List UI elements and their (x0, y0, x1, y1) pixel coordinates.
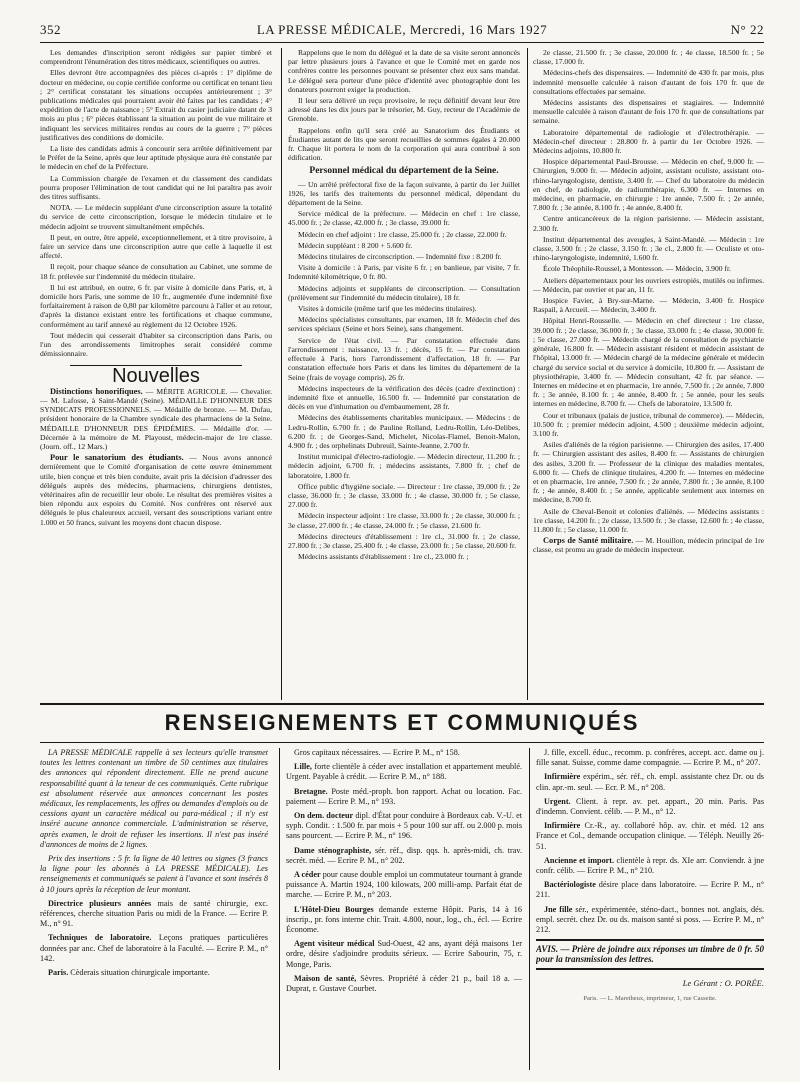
ad-lead: L'Hôtel-Dieu Bourges (294, 904, 374, 914)
classified-ad (286, 762, 522, 782)
paragraph: Cour et tribunaux (palais de justice, tribunal de commerce). — Médecin, 10.500 fr. ; premier médecin adjoint, 4.500 ; deuxième médecin adjoint, 3.100 fr. (533, 410, 764, 438)
classified-ad (536, 880, 764, 900)
journal-title: LA PRESSE MÉDICALE, Mercredi, 16 Mars 1927 (256, 22, 548, 37)
ad-text: pour cause double emploi un commutateur tournant à grande puissance A. Martin 1924, 100 kilowats, 200 milli-amp. Parfait état de marche. — Ecrire P. M., n° 203. (286, 870, 522, 900)
classified-ad (286, 870, 522, 901)
paragraph: Office public d'hygiène sociale. — Directeur : 1re classe, 39.000 fr. ; 2e classe, 36.000 fr. ; 3e classe, 33.000 fr. ; 4e classe, 30.000 fr. ; 5e classe, 27.000 fr. (288, 481, 520, 510)
ad-text: Client. à repr. av. pet. appart., 20 min. Paris. Pas d'indemn. Convient. célib. — P. M., n° 12. (536, 796, 764, 817)
column-rule (527, 48, 528, 700)
paragraph: Médecin suppléant : 8 200 + 5.600 fr. (298, 240, 413, 250)
ad-text: dipl. d'État pour conduire à Bordeaux cab. V.-U. et syph. Condit. : 1.500 fr. par mois + 5 pour 100 sur aff. ou 2.000 p. mois sans pourcent. — Ecrire P. M., n° 196. (286, 811, 522, 841)
paragraph: Asile de Cheval-Benoit et colonies d'aliénés. — Médecins assistants : 1re classe, 14.200 fr. ; 2e classe, 13.500 fr. ; 3e classe, 12.600 fr. ; 4e classe, 11.800 fr. ; 5e classe, 11.000 fr. (533, 506, 764, 534)
ad-text: Cèderais situation chirurgicale importante. (70, 968, 210, 978)
classified-ad (40, 968, 268, 978)
classifieds-column-1 (40, 748, 268, 1073)
distinctions-title: Distinctions honorifiques. (50, 386, 143, 396)
ad-lead: Ancienne et import. (544, 855, 615, 865)
paragraph: Ateliers départementaux pour les ouvriers estropiés, mutilés ou infirmes. — Médecin, par ouvrier et par an, 11 fr. (533, 275, 764, 294)
ad-lead: Techniques de laboratoire. (48, 933, 152, 943)
ad-lead: Infirmière (544, 772, 581, 782)
paragraph: Visite à domicile : à Paris, par visite 6 fr. ; en banlieue, par visite, 7 fr. Indemnité kilométrique, 0 fr. 80. (288, 263, 520, 282)
paragraph: Hôpital Henri-Rousselle. — Médecin en chef directeur : 1re classe, 39.000 fr. ; 2e classe, 36.000 fr. ; 3e classe, 33.000 fr. ; 4e classe, 30.000 fr. ; 5e classe, 27.000 fr. — Médecin chargé de la consultation de psychiatrie générale, 16.800 fr. — Médecin assistant résident et médecin assistant de l'hôpital, 13.000 fr. — Médecin chargé de la médecine générale et médecin chargé du service social et du service à domicile, 10.800 fr. — Assistant de physiothérapie, 3.400 fr. — Médecin consultant, 42 fr. par séance. — Internes en médecine et en pharmacie, 1re année, 7.500 fr. ; 2e année, 7.800 fr. ; 3e année, 8.100 fr. ; 4e année, 8.400 fr. ; 5e année, pour les seuls internes en médecine, 8.700 fr. — Chefs de laboratoire, 13.500 fr. (533, 316, 764, 409)
paragraph: Tout médecin qui cesserait d'habiter sa circonscription dans Paris, ou l'un des arrondissements limitrophes serait considéré comme démissionnaire. (40, 330, 272, 359)
paragraph: 2e classe, 21.500 fr. ; 3e classe, 20.000 fr. ; 4e classe, 18.500 fr. ; 5e classe, 17.000 fr. (533, 48, 764, 67)
ad-lead: Directrice plusieurs années (48, 898, 152, 908)
ad-text: Cr.-R., ay. collaboré hôp. av. chir. et méd. 12 ans France et Col., demande occupation clinique. — Téléph. Neuilly 26-51. (536, 821, 764, 851)
paragraph: Les demandes d'inscription seront rédigées sur papier timbré et comprendront l'énumération des titres médicaux, scientifiques ou autres. (40, 48, 272, 67)
classified-ad (286, 939, 522, 970)
paragraph: Visites à domicile (même tarif que les médecins titulaires). (298, 304, 477, 314)
sanatorium-title: Pour le sanatorium des étudiants. (50, 453, 184, 463)
ad-text: sér., expérimentée, sténo-dact., bonnes not. anglais, dés. empl. secrét. chez Dr. ou ds. maison santé si poss. — Ecrire P. M., n° 212. (536, 904, 764, 935)
paragraph: Institut municipal d'électro-radiologie. — Médecin directeur, 11.200 fr. ; médecin adjoint, 6.700 fr. ; médecins assistants, 7.800 fr. ; chef de laboratoire, 1.800 fr. (288, 452, 520, 480)
classified-notice: LA PRESSE MÉDICALE rappelle à ses lecteurs qu'elle transmet toutes les lettres contenant un timbre de 50 centimes aux titulaires des annonces qui répondent directement. Elle ne prend aucune responsabilité quant à la teneur de ces communiqués. Cette rubrique est absolument réservée aux annonces concernant les postes médicaux, les remplacements, les offres ou demandes d'emplois ou de cessions ayant un caractère médical ou para-médical ; il n'y est inséré aucune annonce commerciale. L'administration se réserve, après examen, le droit de refuser les insertions. Il n'est pas inséré d'annonces de moins de 2 lignes. (40, 748, 268, 849)
ad-lead: Lille, (294, 762, 312, 772)
paragraph: Rappelons que le nom du délégué et la date de sa visite seront annoncés par lettre plusieurs jours à l'avance et que le Comité met en garde nos confrères contre les personnes pouvant se présenter chez eux sans mandat. Le délégué sera porteur d'une pièce d'identité avec photographie dont les donateurs pourront exiger la production. (288, 48, 520, 94)
paragraph: Médecins assistants d'établissement : 1re cl., 23.000 fr. ; (298, 552, 469, 562)
paragraph: Médecin inspecteur adjoint : 1re classe, 33.000 fr. ; 2e classe, 30.000 fr. ; 3e classe, 27.000 fr. ; 4e classe, 24.000 fr. ; 5e classe, 21.600 fr. (288, 511, 520, 530)
paragraph: La Commission chargée de l'examen et du classement des candidats pourra proposer l'élimination de tout candidat qui ne lui paraîtra pas avoir des titres suffisants. (40, 173, 272, 202)
ad-lead: Bactériologiste (544, 880, 596, 890)
avis-box: AVIS. — Prière de joindre aux réponses un timbre de 0 fr. 50 pour la transmission des lettres. (536, 939, 764, 969)
page-number: 352 (40, 22, 61, 37)
printer-line: Paris. — L. Maretheux, imprimeur, 1, rue Cassette. (583, 994, 717, 1002)
ad-lead: Paris. (48, 968, 69, 978)
classifieds-column-2 (286, 748, 522, 1073)
paragraph: Médecins assistants des dispensaires et stagiaires. — Indemnité mensuelle calculée à raison d'autant de fois 170 fr. que de consultations par semaine. (533, 98, 764, 126)
paragraph: Il reçoit, pour chaque séance de consultation au Cabinet, une somme de 18 fr. prélevée sur l'indemnité du médecin titulaire. (40, 262, 272, 281)
column-1 (40, 48, 272, 700)
issue-number: N° 22 (730, 22, 764, 37)
ad-text: sér. réf., disp. qqs. h. après-midi, ch. trav. secrét. méd. — Ecrire P. M., n° 202. (286, 845, 522, 865)
paragraph: École Théophile-Roussel, à Montesson. — Médecin, 3.900 fr. (543, 264, 731, 274)
corps-item (533, 536, 764, 554)
paragraph: Institut départemental des aveugles, à Saint-Mandé. — Médecin : 1re classe, 3.500 fr. ; 2e classe, 3.150 fr. ; 3e cl., 2.800 fr. — Oculiste et oto-rhino-laryngologiste, indemnité, 1.600 fr. (533, 234, 764, 263)
section-rule (40, 742, 764, 743)
column-rule (279, 748, 280, 1070)
paragraph: Hospice Favier, à Bry-sur-Marne. — Médecin, 3.400 fr. Hospice Raspail, à Arcueil. — Médecin, 3.400 fr. (533, 296, 764, 315)
paragraph: Médecins titulaires de circonscription. — Indemnité fixe : 8.200 fr. (298, 252, 502, 262)
paragraph: Médecins spécialistes consultants, par examen, 18 fr. Médecin chef des services spéciaux (Seine et hors Seine), sans changement. (288, 315, 520, 334)
ad-lead: Dame sténographiste, (294, 845, 372, 855)
page-header (40, 22, 764, 42)
column-2 (288, 48, 520, 700)
classified-ad (536, 905, 764, 936)
ad-text: Sèvres. Propriété à céder 21 p., bail 18 a. — Duprat, r. Gustave Courbet. (286, 973, 522, 994)
paragraph: Asiles d'aliénés de la région parisienne. — Chirurgien des asiles, 17.400 fr. — Chirurgien assistant des asiles, 8.400 fr. — Assistants de chirurgien des asiles, 3.200 fr. — Professeur de la clinique des maladies mentales, 6.000 fr. — Chefs de clinique titulaires, 4.200 fr. — Internes en médecine et en pharmacie, 1re année, 7.500 fr. ; 2e année, 7.800 fr. ; 3e année, 8.100 fr. ; 4e année, 8.400 fr. ; 5e année, applicable seulement aux internes en médecine, 8.700 fr. (533, 440, 764, 505)
column-rule (529, 748, 530, 1070)
sanatorium-item (40, 453, 272, 527)
ad-text: forte clientèle à céder avec installation et appartement meublé. Urgent. Payable à crédit. — Ecrire P. M., n° 188. (286, 762, 522, 782)
ad-text: Leçons pratiques particulières données par anc. Chef de laboratoire à la Faculté. — Ecrire P. M., n° 142. (40, 933, 268, 963)
paragraph: — Un arrêté préfectoral fixe de la façon suivante, à partir du 1er Juillet 1926, les tarifs des traitements du personnel médical, dépendant du département de la Seine. (288, 179, 520, 208)
header-rule (40, 42, 764, 43)
column-rule (281, 48, 282, 700)
ad-lead: On dem. docteur (294, 811, 354, 821)
ad-lead: Agent visiteur médical (294, 939, 375, 949)
ad-lead: Jne fille (544, 904, 573, 914)
col1-paragraphs (40, 48, 272, 359)
paragraph: La liste des candidats admis à concourir sera arrêtée définitivement par le Préfet de la Seine, après que leur aptitude physique aura été constatée par le médecin en chef de la Préfecture. (40, 144, 272, 172)
classified-ad (286, 974, 522, 994)
paragraph: Rappelons enfin qu'il sera créé au Sanatorium des Étudiants et Étudiantes autant de lits que seront recueillies de sommes égales à 20.000 fr. Chaque lit portera le nom de la corporation qui aura contribué à son édification. (288, 125, 520, 163)
paragraph: Médecin en chef adjoint : 1re classe, 25.000 fr. ; 2e classe, 22.000 fr. (298, 229, 507, 239)
paragraph: Service de l'état civil. — Par constatation effectuée dans l'arrondissement : naissance, 13 fr. ; décès, 15 fr. — Par constatation effectuée à Paris, hors l'arrondissement d'affectation, 18 fr. — Par constatation effectuée hors Paris et dans les limites du département de la Seine (frais de voyage compris), 26 fr. (288, 335, 520, 382)
classified-ad (40, 899, 268, 930)
distinctions-item (40, 387, 272, 451)
classified-ad (536, 797, 764, 817)
ad-text: clientèle à repr. ds. XIe arr. Conviendr. à jne confr. célib. — Ecrire P. M., n° 210. (536, 855, 764, 876)
classified-ad (286, 905, 522, 936)
classified-ad (286, 748, 522, 758)
sanatorium-text: — Nous avons annoncé dernièrement que le Comité d'organisation de cette œuvre éminemment utile, bien conçue et très bien conduite, avait pris la décision d'adresser des délégués auprès des médecins, pharmaciens, chirurgiens dentistes, vétérinaires afin de recueillir leur obole. Le résultat des premières visites a bien répondu aux espoirs du Comité. Nos confrères ont réservé aux délégués le plus chaleureux accueil, versant des souscriptions variant entre 1.000 et 50 francs, suivant les moyens dont chacun dispose. (40, 453, 272, 527)
section-rule (40, 703, 764, 705)
classifieds-column-3 (536, 748, 764, 1073)
paragraph: Médecins adjoints et suppléants de circonscription. — Consultation (prélèvement sur l'indemnité du médecin titulaire), 18 fr. (288, 283, 520, 302)
nouvelles-heading: Nouvelles (112, 364, 200, 387)
classified-ad (536, 821, 764, 852)
paragraph: Il peut, en outre, être appelé, exceptionnellement, et à titre provisoire, à faire un service dans une circonscription autre que celle à laquelle il est affecté. (40, 232, 272, 261)
ad-text: mais de santé chirurgie, exc. références, cherche situation Paris ou midi de la France. — Ecrire P. M., n° 91. (40, 898, 268, 929)
paragraph: Laboratoire départemental de radiologie et d'électrothérapie. — Médecin-chef directeur : 28.800 fr. à partir du 1er Octobre 1926. — Médecins adjoints, 10.800 fr. (533, 127, 764, 156)
ad-lead: A céder (294, 870, 321, 880)
paragraph: Il leur sera délivré un reçu provisoire, le reçu définitif devant leur être adressé dans les dix jours par le trésorier, M. Guy, recteur de l'Académie de Grenoble. (288, 96, 520, 124)
ad-lead: Infirmière (544, 821, 581, 831)
classified-ad (40, 933, 268, 964)
classified-ad (286, 787, 522, 807)
classified-ad (536, 748, 764, 768)
ad-text: Poste méd.-proph. bon rapport. Achat ou location. Fac. paiement — Ecrire P. M., n° 193. (286, 786, 522, 806)
classified-ad (286, 811, 522, 842)
paragraph: Elles devront être accompagnées des pièces ci-après : 1° diplôme de docteur en médecine, ou copie certifiée conforme ou certificat en tenant lieu ; 2° certificat constatant les situations occupées antérieurement ; 3° publications médicales qui pourraient avoir été faites par les candidats ; 4° expédition de l'acte de naissance ; 5° Extrait du casier judiciaire datant de 3 mois au plus ; 6° pièces établissant la situation au point de vue militaire et indiquant les services militaires rendus au cours de la guerre ; 7° pièces justificatives des conditions de domicile. (40, 68, 272, 142)
ad-lead: Urgent. (544, 796, 571, 806)
paragraph: Service médical de la préfecture. — Médecin en chef : 1re classe, 45.000 fr. ; 2e classe, 42.000 fr. ; 3e classe, 39.000 fr. (288, 209, 520, 228)
paragraph: Médecins des établissements charitables municipaux. — Médecins : de Ledru-Rollin, 6.700 fr. ; de Pauline Rolland, Ledru-Rollin, Léo-Delibes, 6.200 fr. ; de Georges-Sand, Michelet, Nicolas-Flamel, Benoit-Malon, 4.900 fr. ; des orphelinats Dubreuil, Sainte-Jeanne, 2.700 fr. (288, 413, 520, 450)
paragraph: Médecins inspecteurs de la vérification des décès (cadre d'extinction) : indemnité fixe et annuelle, 16.500 fr. — Indemnité par constatation de décès en vue d'inhumation ou d'embaumement, 28 fr. (288, 383, 520, 412)
classified-ad (286, 846, 522, 866)
paragraph: Hospice départemental Paul-Brousse. — Médecin en chef, 9.000 fr. — Chirurgien, 9.000 fr. — Médecin adjoint, assistant oculiste, assistant oto-rhino-laryngologiste, dentiste, 3.400 fr. — Chef du laboratoire du médecin en chef, de radiologie, de radiumthérapie, 6.300 fr. — Internes en médecine, en pharmacie, en chirurgie : 1re année, 7.500 fr. ; 2e année, 7.800 fr. ; 3e année, 8.100 fr. ; 4e année, 8.400 fr. (533, 157, 764, 213)
paragraph: Médecins-chefs des dispensaires. — Indemnité de 430 fr. par mois, plus indemnité mensuelle calculée à raison d'autant de fois 170 fr. que de consultations effectuées par semaine. (533, 68, 764, 96)
gerant-signature: Le Gérant : O. PORÉE. (682, 977, 764, 988)
paragraph: Il lui est attribué, en outre, 6 fr. par visite à domicile dans Paris, et, à domicile hors Paris, une somme de 10 fr., augmentée d'une indemnité fixe forfaitairement à raison de 0,80 par kilomètre parcouru à l'aller et au retour, d'après la distance existant entre les fortifications et chaque commune, conformément au tarif annexé au règlement du 12 Octobre 1926. (40, 282, 272, 329)
ad-text: J. fille, excell. éduc., recomm. p. confrères, accept. acc. dame ou j. fille sanat. Suisse, comme dame compagnie. — Ecrire P. M., n° 207. (536, 748, 764, 768)
ad-lead: Bretagne. (294, 786, 328, 796)
renseignements-heading: RENSEIGNEMENTS ET COMMUNIQUÉS (164, 710, 640, 735)
ad-text: expérim., sér. réf., ch. empl. assistante chez Dr. ou ds clin. apr.-m. seul. — Ecr. P. M., n° 208. (536, 772, 764, 792)
distinctions-text: — MÉRITE AGRICOLE. — Chevalier. — M. Lafosse, à Saint-Mandé (Seine). MÉDAILLE D'HONNEUR DES SYNDICATS PROFESSIONNELS. — Médaille de bronze. — M. Dufau, président honoraire de la Chambre syndicale des pharmaciens de la Seine. MÉDAILLE D'HONNEUR DES ÉPIDÉMIES. — Médaille d'or. — Décernée à la mémoire de M. Playoust, médecin-major de 1re classe. (Journ. off., 12 Mars.) (40, 386, 272, 451)
ad-text: demande externe Hôpit. Paris, 14 à 16 inscrip., pr. fons interne chir. Trait. 4.800, nour., log., ch., écl. — Ecrire Économe. (286, 904, 522, 935)
paragraph: Médecins directeurs d'établissement : 1re cl., 31.000 fr. ; 2e classe, 27.800 fr. ; 3e classe, 25.400 fr. ; 4e classe, 23.000 fr. ; 5e classe, 20.600 fr. (288, 531, 520, 550)
corps-text: — M. Houillon, médecin principal de 1re classe, est promu au grade de médecin inspecteur. (533, 536, 764, 555)
paragraph: Centre anticancéreux de la région parisienne. — Médecin assistant, 2.300 fr. (533, 214, 764, 233)
classified-ad (536, 772, 764, 792)
paragraph: NOTA. — Le médecin suppléant d'une circonscription assure la totalité du service de cette circonscription, lorsque le médecin titulaire et le médecin adjoint se trouvent simultanément empêchés. (40, 203, 272, 231)
ad-text: désire place dans laboratoire. — Ecrire P. M., n° 211. (536, 880, 764, 900)
corps-title: Corps de Santé militaire. (543, 536, 634, 546)
column-3 (533, 48, 764, 700)
classified-ad (536, 856, 764, 876)
ad-text: Sud-Ouest, 42 ans, ayant déjà maisons 1er ordre, désire s'adjoindre produits sérieux. — Ecrire Sabourin, 75, r. Monge, Paris. (286, 939, 522, 969)
personnel-heading: Personnel médical du département de la Seine. (309, 166, 499, 177)
ad-lead: Maison de santé, (294, 973, 357, 983)
classified-prices: Prix des insertions : 5 fr. la ligne de 40 lettres ou signes (3 francs la ligne pour les abonnés à LA PRESSE MÉDICALE). Les renseignements et communiqués se paient à l'avance et sont insérés 8 à 10 jours après la réception de leur montant. (40, 854, 268, 894)
ad-text: Gros capitaux nécessaires. — Ecrire P. M., n° 158. (294, 748, 460, 757)
